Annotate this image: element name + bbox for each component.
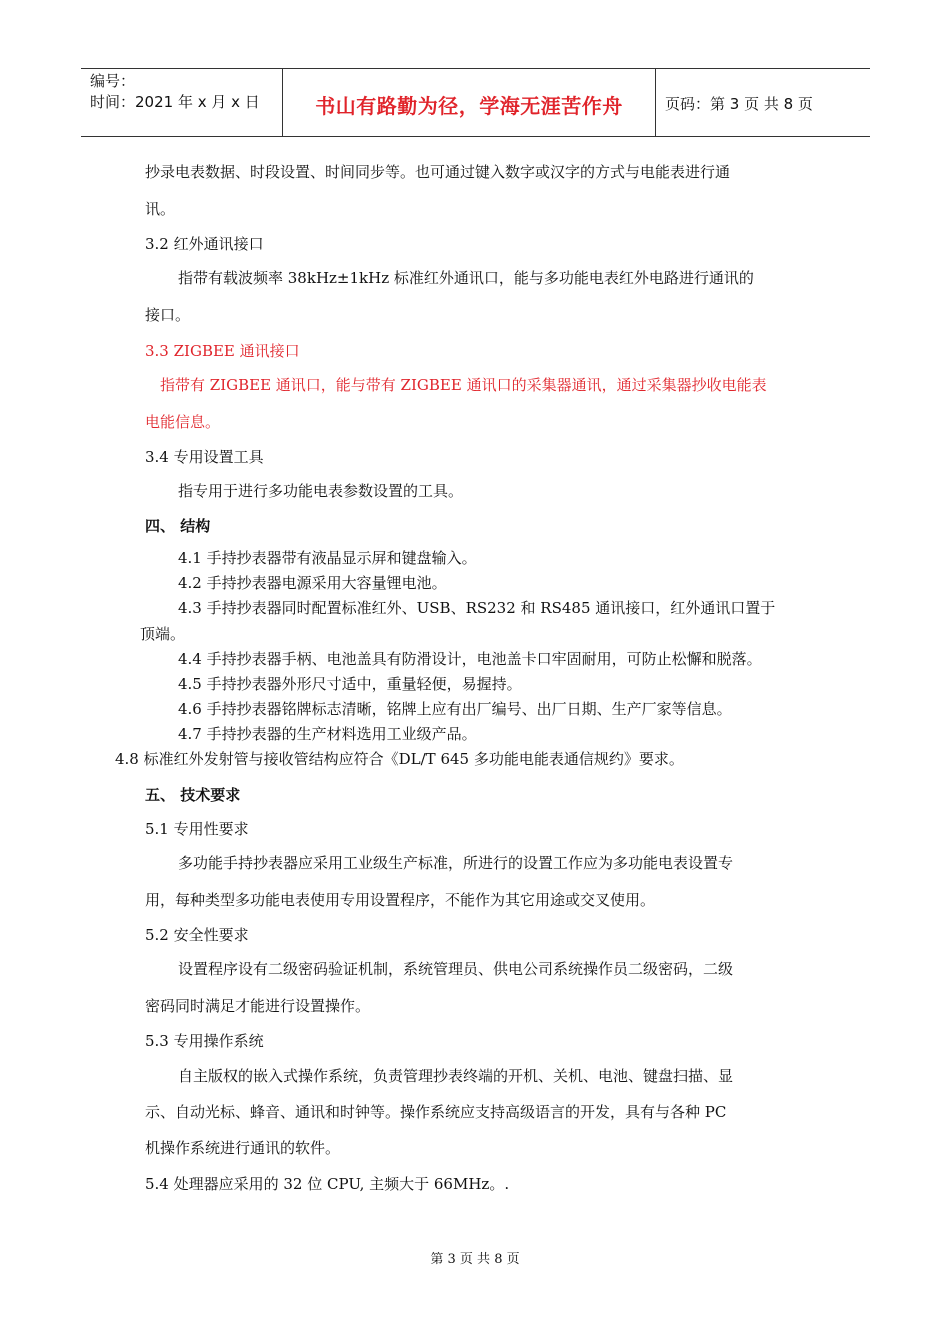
body-line: 多功能手持抄表器应采用工业级生产标准，所进行的设置工作应为多功能电表设置专	[178, 854, 734, 872]
body-line: 自主版权的嵌入式操作系统，负责管理抄表终端的开机、关机、电池、键盘扫描、显	[178, 1067, 734, 1085]
chapter-heading: 四、 结构	[145, 517, 211, 535]
list-item: 4.1 手持抄表器带有液晶显示屏和键盘输入。	[178, 549, 477, 567]
header-bottom-rule	[81, 136, 870, 137]
header-motto: 书山有路勤为径，学海无涯苦作舟	[315, 94, 623, 118]
list-item: 4.7 手持抄表器的生产材料选用工业级产品。	[178, 725, 477, 743]
page-footer: 第 3 页 共 8 页	[430, 1252, 520, 1267]
body-line: 用，每种类型多功能电表使用专用设置程序，不能作为其它用途或交叉使用。	[145, 891, 656, 909]
section-heading: 5.4 处理器应采用的 32 位 CPU, 主频大于 66MHz。.	[145, 1175, 510, 1193]
body-line: 设置程序设有二级密码验证机制，系统管理员、供电公司系统操作员二级密码，二级	[178, 960, 734, 978]
header-top-rule	[81, 68, 870, 69]
doc-date: 时间：2021 年 x 月 x 日	[90, 93, 260, 111]
body-line: 指带有载波频率 38kHz±1kHz 标准红外通讯口，能与多功能电表红外电路进行通讯的	[178, 269, 754, 287]
doc-number: 编号：	[90, 72, 136, 90]
list-item: 4.4 手持抄表器手柄、电池盖具有防滑设计，电池盖卡口牢固耐用，可防止松懈和脱落。	[178, 650, 762, 668]
section-heading: 3.3 ZIGBEE 通讯接口	[145, 342, 300, 360]
header-divider-right	[655, 68, 656, 136]
body-line: 示、自动光标、蜂音、通讯和时钟等。操作系统应支持高级语言的开发，具有与各种 PC	[145, 1103, 727, 1121]
body-line: 指带有 ZIGBEE 通讯口，能与带有 ZIGBEE 通讯口的采集器通讯，通过采集器抄收电能表	[160, 376, 767, 394]
list-item: 4.2 手持抄表器电源采用大容量锂电池。	[178, 574, 447, 592]
section-heading: 5.1 专用性要求	[145, 820, 249, 838]
section-heading: 5.2 安全性要求	[145, 926, 249, 944]
list-item: 4.6 手持抄表器铭牌标志清晰，铭牌上应有出厂编号、出厂日期、生产厂家等信息。	[178, 700, 732, 718]
list-item: 顶端。	[140, 625, 186, 643]
body-line: 指专用于进行多功能电表参数设置的工具。	[178, 482, 464, 500]
section-heading: 3.2 红外通讯接口	[145, 235, 264, 253]
section-heading: 5.3 专用操作系统	[145, 1032, 264, 1050]
list-item: 4.8 标准红外发射管与接收管结构应符合《DL/T 645 多功能电能表通信规约》要求。	[115, 750, 684, 768]
list-item: 4.3 手持抄表器同时配置标准红外、USB、RS232 和 RS485 通讯接口，红外通讯口置于	[178, 599, 776, 617]
section-heading: 3.4 专用设置工具	[145, 448, 264, 466]
body-line: 讯。	[145, 200, 176, 218]
body-line: 电能信息。	[145, 413, 221, 431]
body-line: 密码同时满足才能进行设置操作。	[145, 997, 371, 1015]
body-line: 机操作系统进行通讯的软件。	[145, 1139, 341, 1157]
chapter-heading: 五、 技术要求	[145, 786, 241, 804]
header-page-number: 页码：第 3 页 共 8 页	[665, 95, 813, 113]
list-item: 4.5 手持抄表器外形尺寸适中，重量轻便，易握持。	[178, 675, 522, 693]
body-line: 接口。	[145, 306, 191, 324]
header-info	[90, 71, 260, 113]
body-line: 抄录电表数据、时段设置、时间同步等。也可通过键入数字或汉字的方式与电能表进行通	[145, 163, 731, 181]
